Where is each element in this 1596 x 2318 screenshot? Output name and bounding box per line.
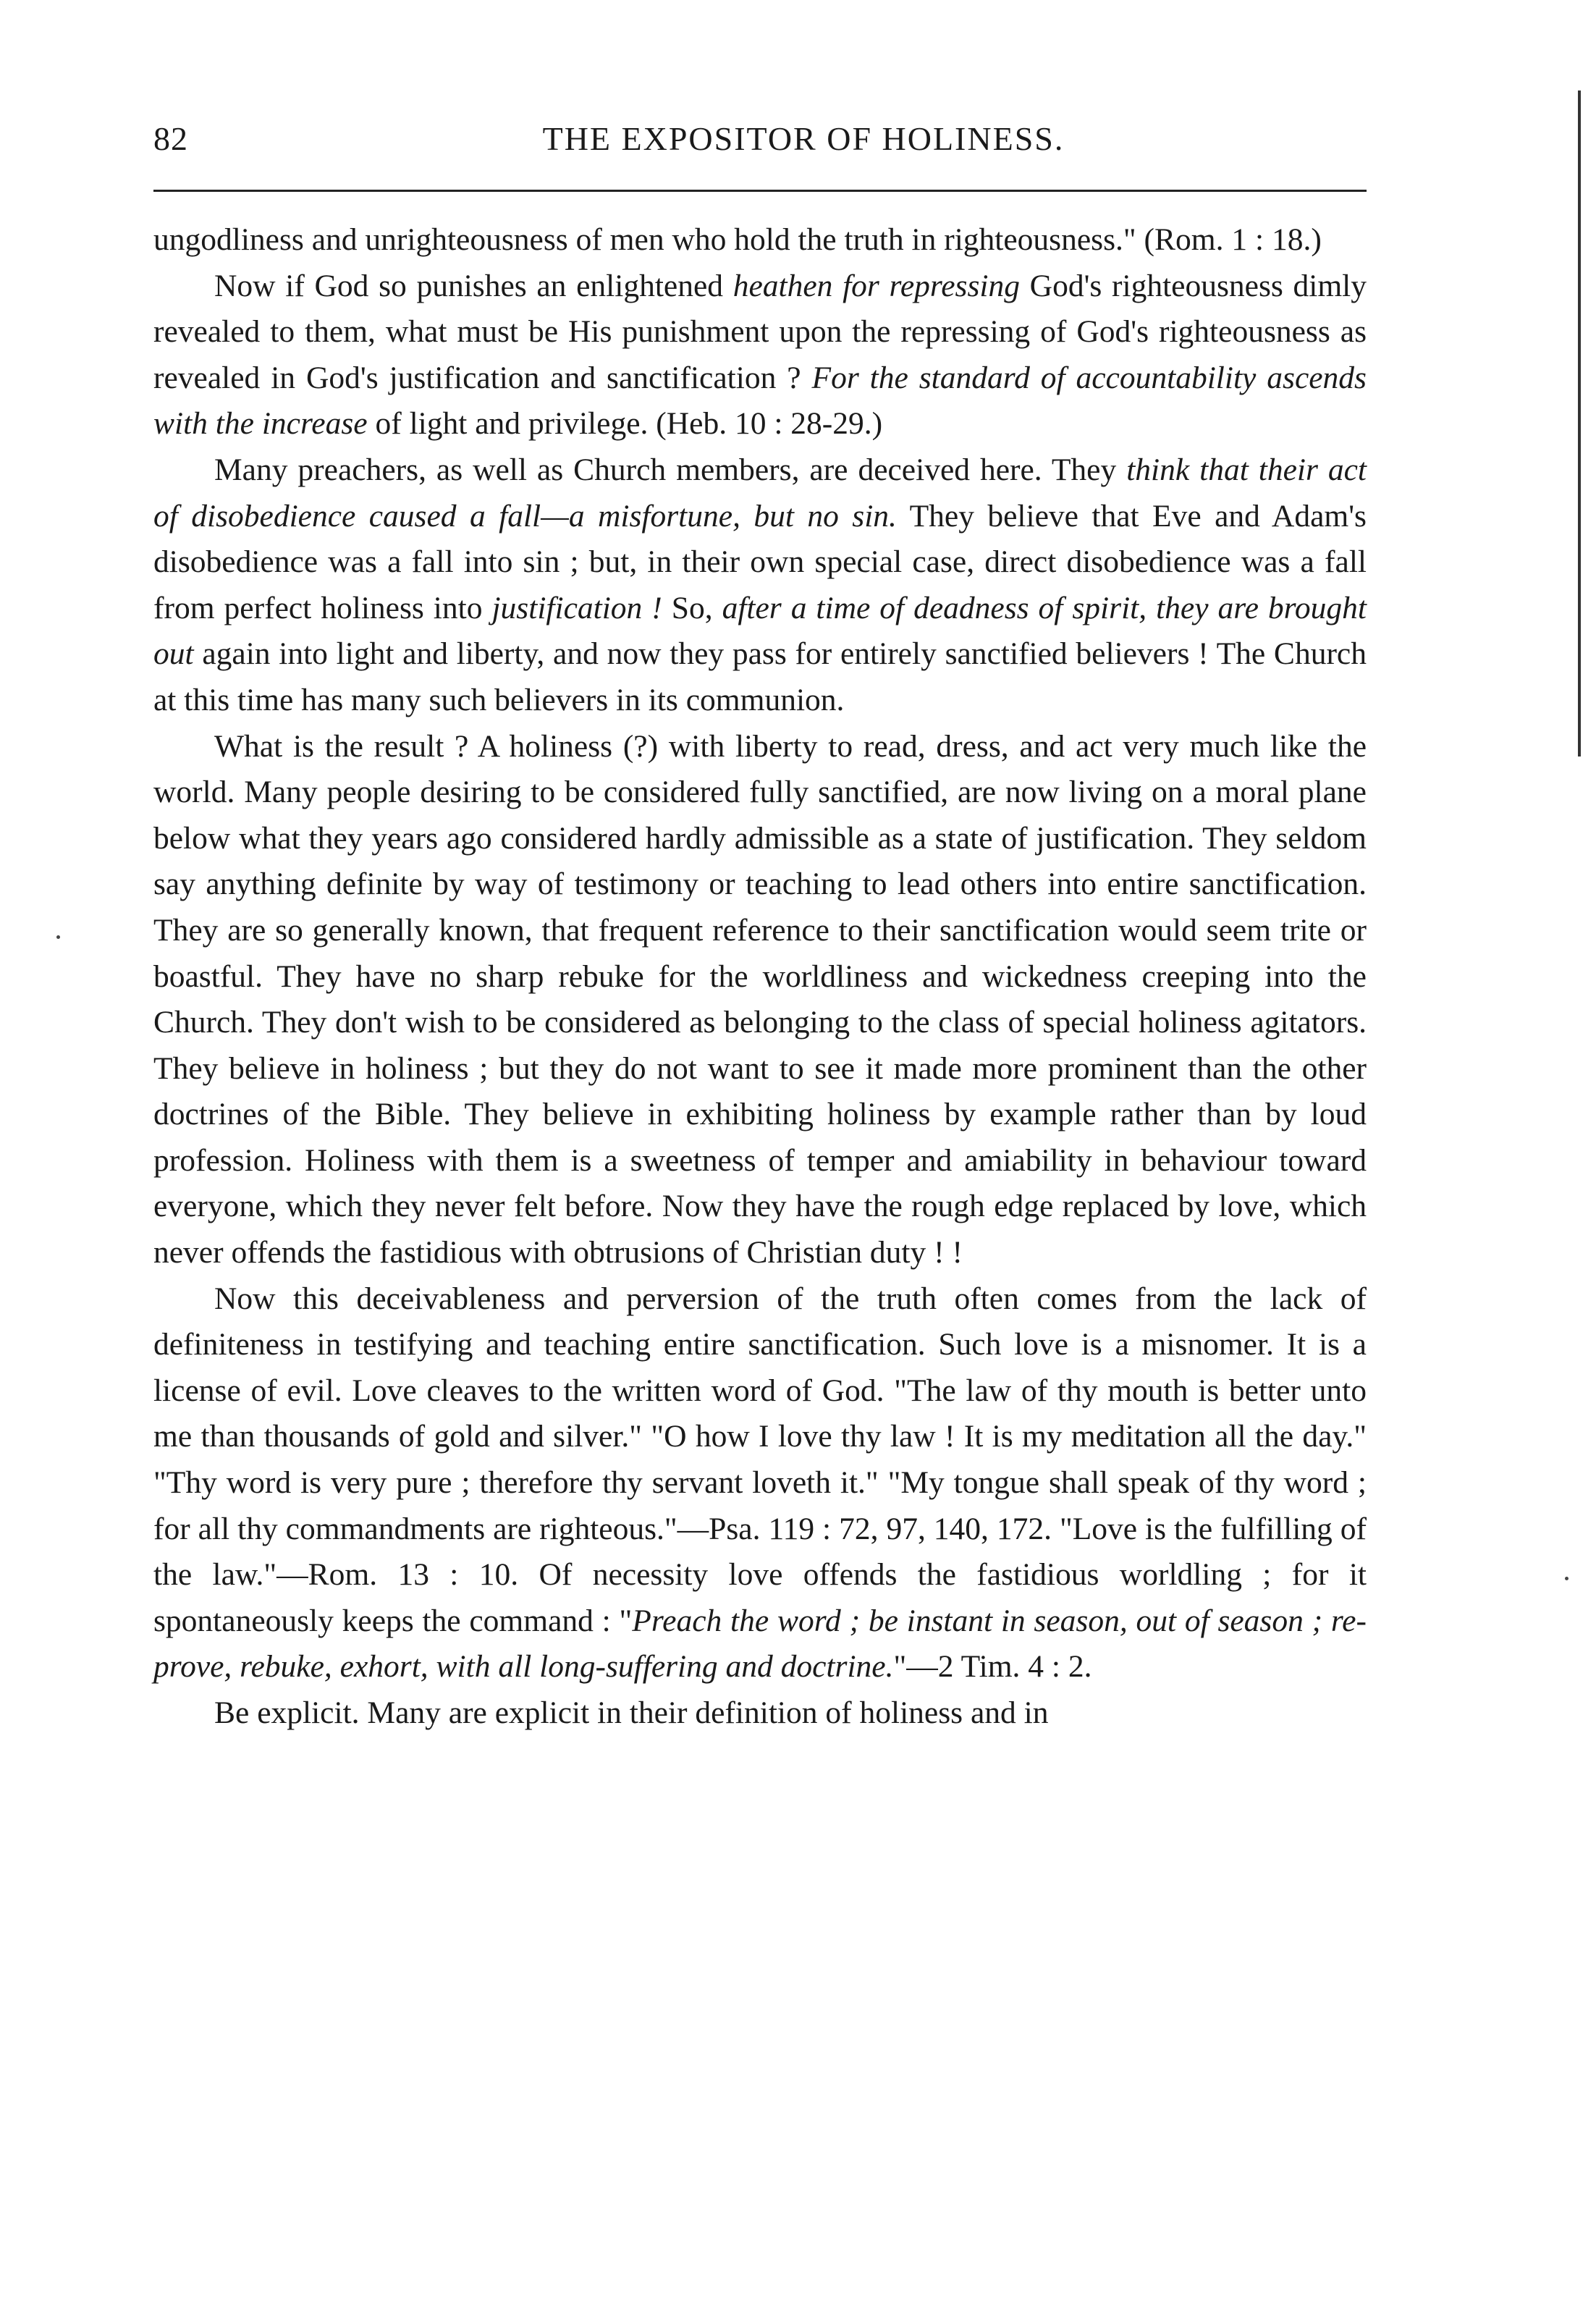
text-run: "—2 Tim. 4 : 2.	[893, 1649, 1092, 1685]
italic-text-run: think that their act of disobedience caused a fall—a misfortune, but no sin.	[153, 452, 1367, 534]
body-text	[153, 217, 1367, 1737]
text-run: Many preachers, as well as Church members, are deceived here. They	[214, 452, 1127, 487]
text-run: God's righteousness dimly revealed to them, what must be His punishment upon the repressing of God's righteousness as revealed in God's justification and sanctification ?	[153, 268, 1367, 395]
header-rule	[153, 190, 1367, 192]
text-run: They believe that Eve and Adam's disobedience was a fall into sin ; but, in their own special case, direct disobedience was a fall from perfect holiness into	[153, 498, 1367, 625]
paragraph	[153, 264, 1367, 447]
text-run: Now this deceivableness and perversion of the truth often comes from the lack of definiteness in testifying and teaching entire sanctification. Such love is a misnomer. It is a license of evil. Love cleaves to the written word of God. "The law of thy mouth is better unto me than thousands of gold and silver." "O how I love thy law ! It is my meditation all the day." "Thy word is very pure ; therefore thy servant loveth it." "My tongue shall speak of thy word ; for all thy commandments are righteous."—Psa. 119 : 72, 97, 140, 172. "Love is the fulfilling of the law."—Rom. 13 : 10. Of necessity love offends the fastidious worldling ; for it spontaneously keeps the command : "	[153, 1281, 1367, 1638]
text-run: Be explicit. Many are explicit in their definition of holiness and in	[214, 1695, 1049, 1730]
text-run: Now if God so punishes an enlightened	[214, 268, 733, 303]
paper-speck	[1565, 1577, 1568, 1580]
italic-text-run: after a time of deadness of spirit, they are brought out	[153, 590, 1367, 672]
page-number: 82	[153, 120, 188, 157]
paper-speck	[56, 935, 60, 939]
italic-text-run: justification !	[491, 590, 662, 625]
text-run: So,	[662, 590, 722, 625]
paragraph	[153, 724, 1367, 1276]
paragraph	[153, 447, 1367, 724]
text-run: ungodliness and unrighteousness of men who hold the truth in righteousness." (Rom. 1 : 18.)	[153, 222, 1322, 257]
paragraph	[153, 1276, 1367, 1690]
paragraph	[153, 217, 1367, 264]
text-run: What is the result ? A holiness (?) with liberty to read, dress, and act very much like the world. Many people desiring to be considered fully sanctified, are now living on a moral plane below what they years ago considered hardly admissible as a state of justification. They seldom say anything definite by way of testimony or teaching to lead others into entire sanctification. They are so generally known, that frequent reference to their sanctification would seem trite or boastful. They have no sharp rebuke for the worldliness and wickedness creeping into the Church. They don't wish to be considered as belonging to the class of special holiness agitators. They believe in holiness ; but they do not want to see it made more prominent than the other doctrines of the Bible. They believe in exhibiting holiness by example rather than by loud profession. Holiness with them is a sweetness of temper and amiability in behaviour toward everyone, which they never felt before. Now they have the rough edge replaced by love, which never offends the fastidious with obtrusions of Christian duty ! !	[153, 728, 1367, 1270]
text-run: of light and privilege. (Heb. 10 : 28-29.)	[367, 406, 883, 442]
italic-text-run: For the standard of accountability ascends with the increase	[153, 360, 1367, 442]
text-run: again into light and liberty, and now they pass for entirely sanctified believers ! The Church at this time has many such believers in its communion.	[153, 636, 1367, 717]
running-title: THE EXPOSITOR OF HOLINESS.	[542, 120, 1065, 157]
binding-edge-line	[1578, 90, 1581, 756]
paragraph	[153, 1690, 1367, 1737]
page-header	[153, 119, 1367, 170]
italic-text-run: Preach the word ; be instant in season, out of season ; reprove, rebuke, exhort, with all long-suffering and doctrine.	[153, 1603, 1367, 1685]
italic-text-run: heathen for repressing	[732, 268, 1020, 303]
